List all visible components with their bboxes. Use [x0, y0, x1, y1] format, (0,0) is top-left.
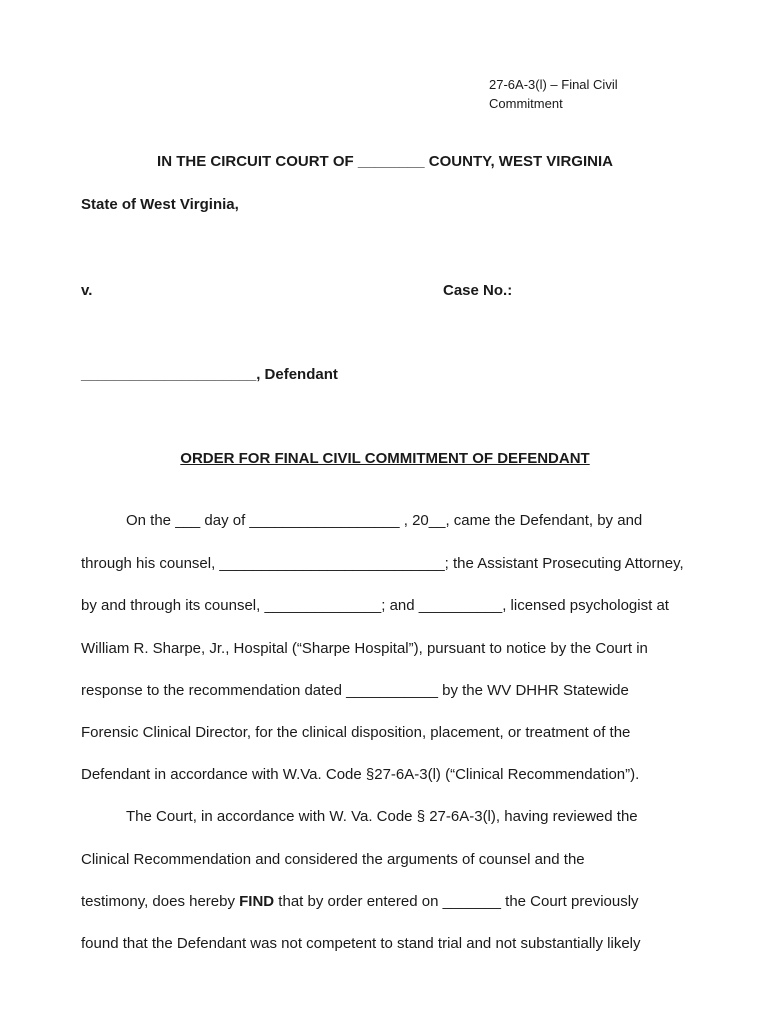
paragraph-line: William R. Sharpe, Jr., Hospital (“Sharpe Hospital”), pursuant to notice by the Court in: [81, 640, 648, 657]
plaintiff-name: State of West Virginia,: [81, 196, 239, 213]
defendant-line: _____________________, Defendant: [81, 366, 338, 383]
court-heading: IN THE CIRCUIT COURT OF ________ COUNTY, WEST VIRGINIA: [157, 153, 613, 170]
paragraph-text: that by order entered on _______ the Court previously: [274, 893, 639, 910]
paragraph-line: [81, 893, 639, 910]
paragraph-line: Clinical Recommendation and considered the arguments of counsel and the: [81, 851, 585, 868]
paragraph-line: On the ___ day of __________________ , 20__, came the Defendant, by and: [126, 512, 643, 529]
paragraph-line: response to the recommendation dated ___________ by the WV DHHR Statewide: [81, 682, 629, 699]
paragraph-line: found that the Defendant was not competent to stand trial and not substantially likely: [81, 935, 641, 952]
paragraph-text: testimony, does hereby: [81, 893, 240, 910]
paragraph-line: by and through its counsel, ______________; and __________, licensed psychologist at: [81, 597, 669, 614]
order-title: ORDER FOR FINAL CIVIL COMMITMENT OF DEFENDANT: [180, 450, 590, 467]
find-keyword: FIND: [239, 893, 275, 910]
paragraph-line: The Court, in accordance with W. Va. Code § 27-6A-3(l), having reviewed the: [126, 808, 638, 825]
versus-label: v.: [81, 282, 93, 299]
paragraph-line: Forensic Clinical Director, for the clinical disposition, placement, or treatment of the: [81, 724, 631, 741]
form-identifier: 27-6A-3(l) – Final Civil Commitment: [489, 77, 618, 111]
paragraph-line: through his counsel, ___________________________; the Assistant Prosecuting Attorney,: [81, 555, 684, 572]
paragraph-line: Defendant in accordance with W.Va. Code §27-6A-3(l) (“Clinical Recommendation”).: [81, 766, 640, 783]
case-number-label: Case No.:: [443, 282, 513, 299]
